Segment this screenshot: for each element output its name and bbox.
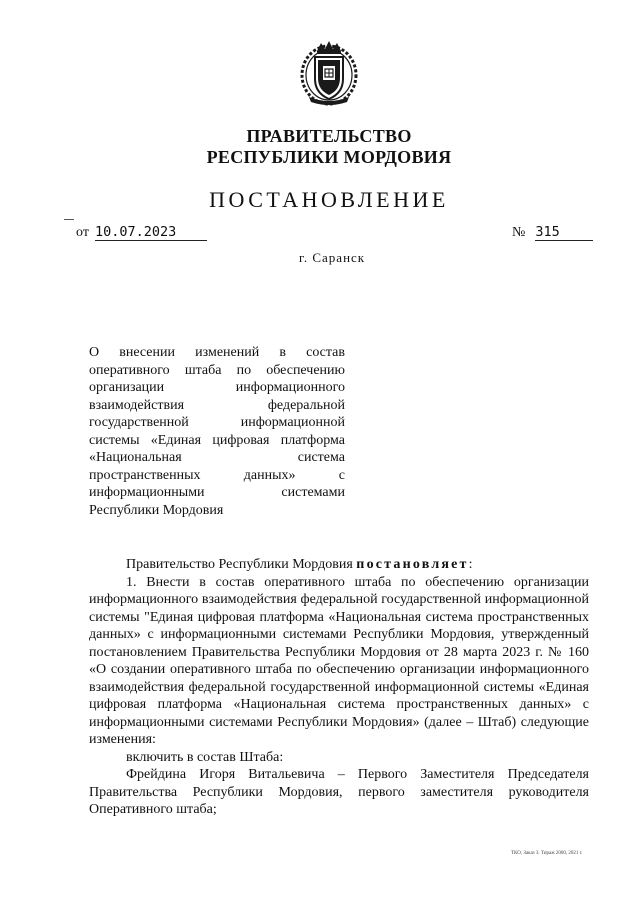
preamble: [89, 556, 589, 574]
city: г. Саранск: [299, 250, 366, 265]
document-date: 10.07.2023: [95, 225, 207, 241]
date-label: от: [76, 225, 89, 240]
include-line: включить в состав Штаба:: [126, 749, 284, 765]
print-footer: ТКО, Заказ 3. Тираж 2000, 2021 г.: [511, 851, 583, 856]
government-title-line2: РЕСПУБЛИКИ МОРДОВИЯ: [206, 147, 452, 167]
document-number: 315: [535, 225, 593, 241]
government-title-line1: ПРАВИТЕЛЬСТВО: [246, 126, 412, 146]
document-body: [89, 556, 589, 819]
preamble-end: :: [468, 557, 473, 572]
margin-mark: [64, 219, 74, 220]
item-1: 1. Внести в состав оперативного штаба по обеспечению организации информационного взаимодействия федеральной государственной информационной системы "Единая цифровая платформа «Национальная система пространственных данных» с информационными системами Республики Мордовия, утвержденный постановлением Правительства Республики Мордовия от 28 марта 2023 г. № 160 «О создании оперативного штаба по обеспечению организации информационного взаимодействия федеральной государственной информационной системы «Единая цифровая платформа «Национальная система пространственных данных» с информационными системами Республики Мордовия» (далее – Штаб) следующие изменения:: [89, 574, 589, 747]
preamble-start: Правительство Республики Мордовия: [126, 557, 357, 572]
date-row: [76, 224, 207, 242]
document-type-title: ПОСТАНОВЛЕНИЕ: [209, 187, 449, 212]
preamble-verb: постановляет: [356, 557, 469, 572]
document-subject: О внесении изменений в состав оперативного штаба по обеспечению организации информационного взаимодействия федеральной государственной информационной системы «Единая цифровая платформа «Национальная система пространственных данных» с информационными системами Республики Мордовия: [89, 345, 345, 518]
number-label: №: [512, 225, 526, 240]
person-line: Фрейдина Игоря Витальевича – Первого Заместителя Председателя Правительства Республики Мордовия, первого заместителя руководителя Оперативного штаба;: [89, 767, 589, 817]
number-row: [512, 224, 593, 242]
coat-of-arms-icon: [299, 39, 359, 107]
